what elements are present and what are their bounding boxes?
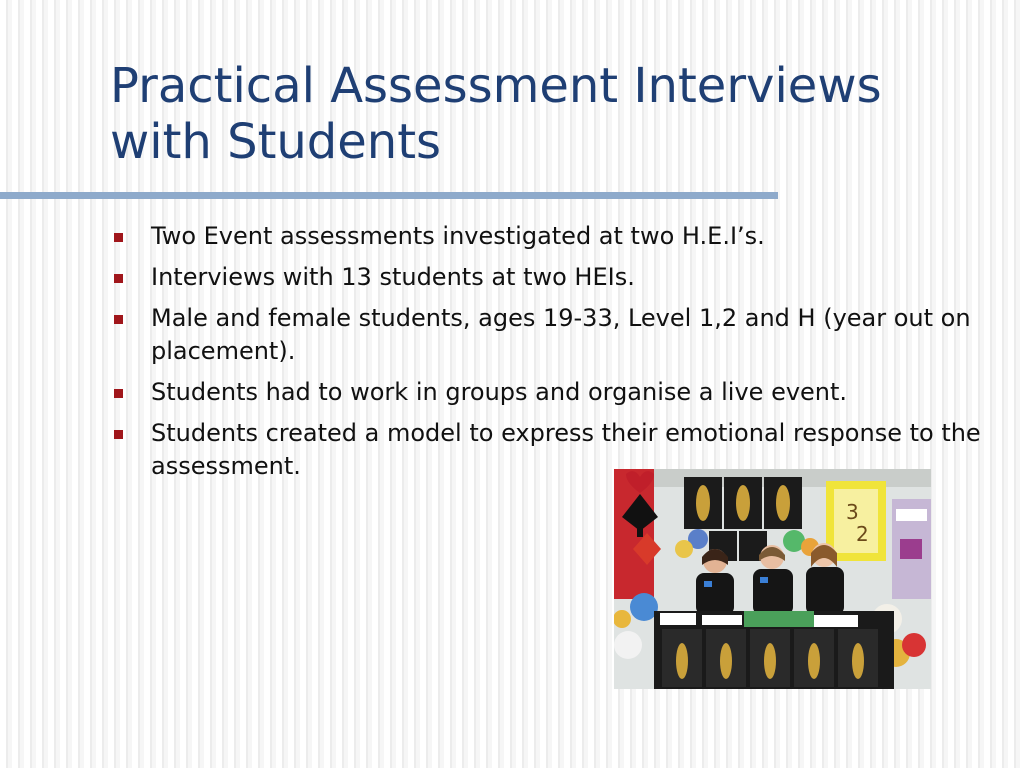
bullet-text: Interviews with 13 students at two HEIs. [151, 263, 635, 291]
bullet-text: Two Event assessments investigated at two H.E.I’s. [151, 222, 765, 250]
bullet-item [112, 302, 1012, 368]
square-bullet-icon [114, 315, 123, 324]
photo-illustration [614, 469, 931, 689]
slide-title: Practical Assessment Interviews with Students [110, 58, 882, 170]
square-bullet-icon [114, 389, 123, 398]
bullet-item [112, 376, 1012, 409]
bullet-text: Students had to work in groups and organise a live event. [151, 378, 848, 406]
bullet-item [112, 220, 1012, 253]
bullet-text: Students created a model to express their emotional response to the assessment. [151, 419, 981, 480]
bullet-list [112, 220, 1012, 491]
square-bullet-icon [114, 233, 123, 242]
title-divider [0, 192, 778, 199]
svg-text:2: 2 [856, 522, 869, 546]
bullet-text: Male and female students, ages 19-33, Level 1,2 and H (year out on placement). [151, 304, 971, 365]
bullet-item [112, 261, 1012, 294]
square-bullet-icon [114, 430, 123, 439]
svg-text:3: 3 [846, 500, 859, 524]
students-event-photo [614, 469, 931, 689]
square-bullet-icon [114, 274, 123, 283]
